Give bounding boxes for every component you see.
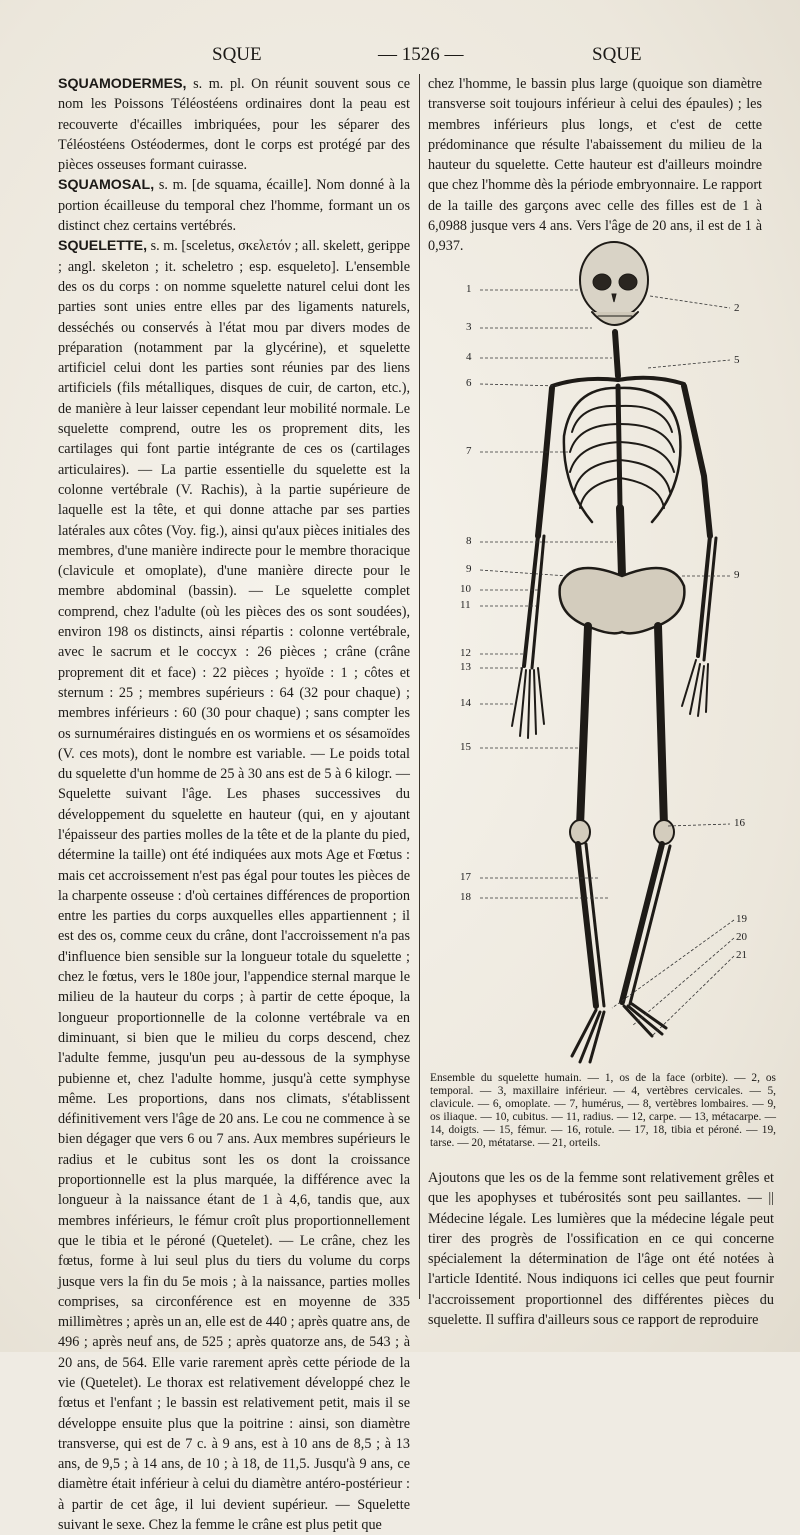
figure-label-16: 16: [734, 817, 745, 829]
figure-label-11: 11: [460, 599, 471, 611]
figure-label-9-left: 9: [466, 563, 472, 575]
figure-label-10: 10: [460, 583, 471, 595]
headword-squamodermes: SQUAMODERMES,: [58, 76, 187, 92]
entry-squamosal: [58, 175, 410, 236]
header-left-word: SQUE: [212, 44, 262, 65]
figure-label-19: 19: [736, 913, 747, 925]
figure-label-8: 8: [466, 535, 472, 547]
figure-label-2: 2: [734, 302, 740, 314]
page-number: — 1526 —: [378, 44, 464, 65]
definition-squelette: s. m. [sceletus, σκελετόν ; all. skelett, gerippe ; angl. skeleton ; it. scheletro ; esp. esqueleto]. L'ensemble des os du corps : on nomme squelette naturel celui dont les parties sont unies entre elles par des ligaments naturels, desséchés ou conservés à l'état mou par divers modes de préparation (notamment par la glycérine), et squelette artificiel celui dont les parties sont réunies par des liens artificiels (fils métalliques, disques de cuir, de carton, etc.), de manière à leur laisser cependant leur mobilité normale. Le squelette comprend, outre les os proprement dits, les cartilages qui font partie intégrante de ces os (cartilages articulaires). — La partie essentielle du squelette est la colonne vertébrale (V. Rachis), à la partie supérieure de laquelle est la tête, et qui donne attache par ses parties latérales aux côtes (Voy. fig.), ainsi qu'aux pièces initiales des membres, d'une manière indirecte pour le membre thoracique (clavicule et omoplate), d'une manière directe pour le membre abdominal (bassin). — Le squelette complet comprend, chez l'adulte (où les pièces des os sont soudées), environ 198 os distincts, ainsi répartis : colonne vertébrale, avec le sacrum et le coccyx : 26 pièces ; crâne (crâne proprement dit et face) : 22 pièces ; hyoïde : 1 ; côtes et sternum : 25 ; membres supérieurs : 64 (32 pour chaque) ; membres inférieurs : 60 (30 pour chaque) ; sans compter les os surnuméraires distingués en os wormiens et os sésamoïdes (V. ces mots), dont le nombre est variable. — Le poids total du squelette d'un homme de 25 à 30 ans est de 5 à 6 kilogr. — Squelette suivant l'âge. Les phases successives du développement du squelette en hauteur (qui, en y ajoutant l'épaisseur des parties molles de la tête et de la plante du pied, détermine la taille) ont été indiquées aux mots Age et Fœtus : mais cet accroissement n'est pas égal pour toutes les pièces de la charpente osseuse : d'où certaines différences de proportion entre les parties du corps auxquelles elles appartiennent ; il est des os, comme ceux du crâne, dont l'accroissement n'a pas d'influence bien sensible sur la longueur totale du squelette ; chez le fœtus, vers le 180e jour, l'appendice sternal marque le milieu de la hauteur du corps ; à partir de cette époque, la longueur proportionnelle de la colonne vertébrale va en diminuant, si bien que le milieu du corps descend, chez l'adulte femme, jusqu'un peu au-dessous de la symphyse pubienne et, chez l'adulte homme, jusqu'à cette symphyse même. Les proportions, dans nos climats, s'établissent définitivement vers l'âge de 20 ans. Le cou ne commence à se bien dégager que vers 6 ou 7 ans. Aux membres supérieurs le radius et le cubitus sont les os dont la croissance proportionnelle est la plus marquée, la différence avec la longueur à la naissance étant de 1 à 4,6, tandis que, aux membres inférieurs, le fémur croît plus proportionnellement que le tibia et le péroné (Quetelet). — Le crâne, chez les fœtus, forme à lui seul plus du tiers du volume du corps jusque vers la fin du 5e mois ; à la naissance, parties molles comprises, sa circonférence est en moyenne de 335 millimètres ; après un an, elle est de 440 ; après quatre ans, de 496 ; après neuf ans, de 525 ; après quatorze ans, de 543 ; à 20 ans, de 564. Elle varie rarement après cette période de la vie (Quetelet). Le thorax est relativement développé chez le fœtus et l'enfant ; le bassin est relativement petit, mais il se développe ensuite plus que la poitrine : ainsi, son diamètre transverse, qui est de 7 c. à 9 ans, est à 10 ans de 8,5 ; à 13 ans, de 9,5 ; à 14 ans, de 10 ; à 18, de 11,5. Jusqu'à 9 ans, ce diamètre était inférieur à celui du diamètre antéro-postérieur : à partir de cet âge, il lui devient supérieur. — Squelette suivant le sexe. Chez la femme le crâne est plus petit que: [58, 238, 410, 1534]
figure-label-17: 17: [460, 871, 471, 883]
skeleton-illustration: [452, 236, 772, 1071]
skeleton-figure: [452, 236, 772, 1071]
entry-squelette: [58, 236, 410, 1535]
figure-label-9-right: 9: [734, 569, 740, 581]
right-column-closing: Ajoutons que les os de la femme sont relativement grêles et que les apophyses et tubérosités sont peu saillantes. — || Médecine légale. Les lumières que la médecine légale peut tirer des progrès de l'ossification en ce qui concerne spécialement la détermination de l'âge ont été notées à l'article Identité. Nous indiquons ici celles que peut fournir l'accroissement proportionnel des différentes pièces du squelette. Il suffira d'ailleurs sous ce rapport de reproduire: [428, 1170, 774, 1329]
figure-caption-text: Ensemble du squelette humain. — 1, os de la face (orbite). — 2, os temporal. — 3, maxillaire inférieur. — 4, vertèbres cervicales. — 5, clavicule. — 6, omoplate. — 7, humérus, — 8, vertèbres lombaires. — 9, os iliaque. — 10, cubitus. — 11, radius. — 12, carpe. — 13, métacarpe. — 14, doigts. — 15, fémur. — 16, rotule. — 17, 18, tibia et péroné. — 19, tarse. — 20, métatarse. — 21, orteils.: [430, 1072, 776, 1149]
figure-label-7: 7: [466, 445, 472, 457]
entry-squamodermes: [58, 74, 410, 175]
figure-label-1: 1: [466, 283, 472, 295]
figure-label-12: 12: [460, 647, 471, 659]
figure-label-18: 18: [460, 891, 471, 903]
right-column-top-text: [428, 74, 762, 255]
figure-label-13: 13: [460, 661, 471, 673]
figure-label-21: 21: [736, 949, 747, 961]
figure-label-6: 6: [466, 377, 472, 389]
figure-label-5: 5: [734, 354, 740, 366]
figure-label-3: 3: [466, 321, 472, 333]
definition-squamodermes: s. m. pl. On réunit souvent sous ce nom les Poissons Téléostéens ordinaires dont la peau est recouverte d'écailles imbriquées, pour les séparer des Téléostéens Ostéodermes, dont le corps est protégé par des pièces osseuses formant cuirasse.: [58, 76, 410, 174]
headword-squamosal: SQUAMOSAL,: [58, 177, 155, 194]
header-right-word: SQUE: [592, 44, 642, 65]
figure-label-4: 4: [466, 351, 472, 363]
figure-label-15: 15: [460, 741, 471, 753]
figure-caption: [430, 1072, 776, 1164]
right-column-bottom-text: [428, 1168, 774, 1329]
headword-squelette: SQUELETTE,: [58, 238, 148, 255]
left-column: [58, 74, 410, 1534]
figure-label-14: 14: [460, 697, 471, 709]
definition-squamosal: s. m. [de squama, écaille]. Nom donné à la portion écailleuse du temporal chez l'homme, formant un os distinct chez certains vertébrés.: [58, 177, 410, 235]
column-divider: [419, 74, 420, 1299]
figure-label-20: 20: [736, 931, 747, 943]
running-header: [0, 42, 800, 68]
right-column-continuation: chez l'homme, le bassin plus large (quoique son diamètre transverse soit toujours inférieur à celui des épaules) ; les membres inférieurs plus longs, et c'est de cette prédominance que résulte l'abaissement du milieu de la hauteur du squelette. Cette hauteur est d'ailleurs moindre que chez l'homme dès la période embryonnaire. Le rapport de la taille des garçons avec celle des filles est de 1 à 6,0988 jusque vers 4 ans. Vers l'âge de 20 ans, il est de 1 à 0,937.: [428, 76, 762, 255]
